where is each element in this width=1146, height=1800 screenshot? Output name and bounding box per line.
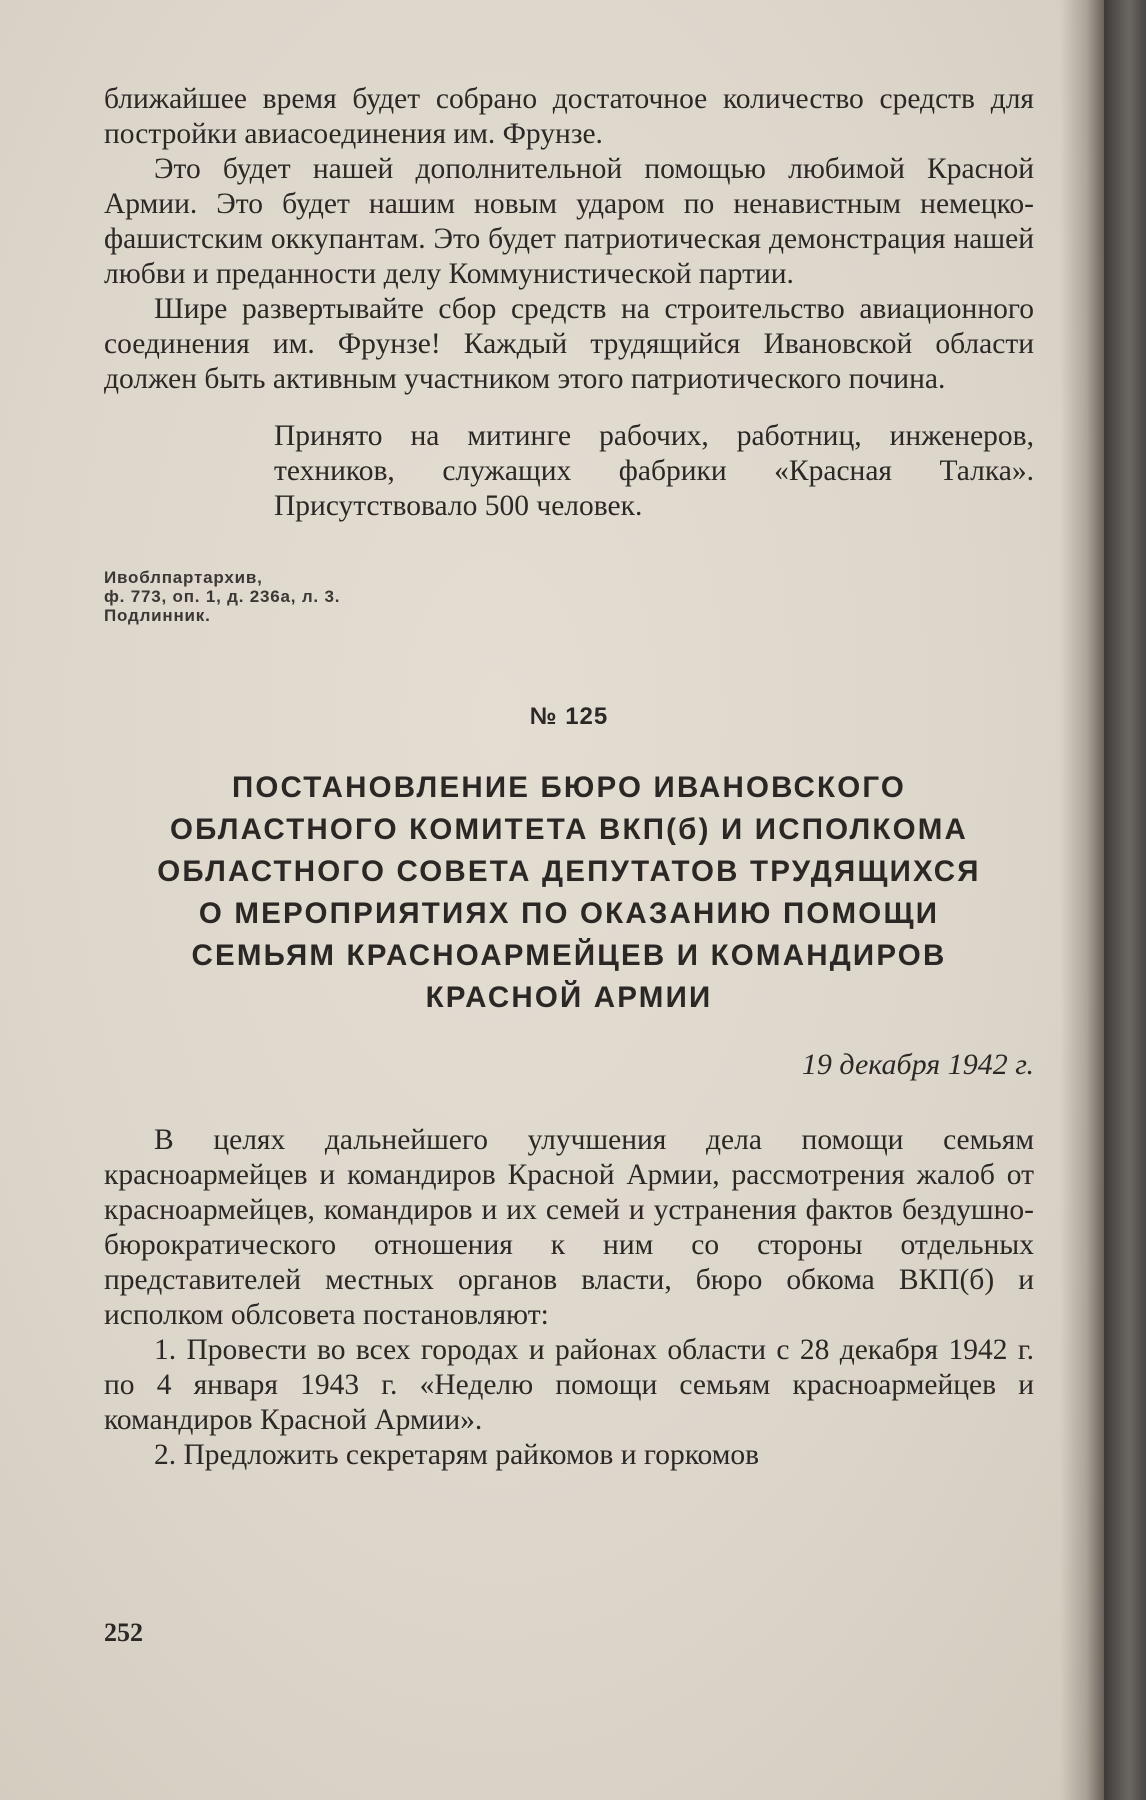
document-title xyxy=(104,767,1034,1019)
title-line: КРАСНОЙ АРМИИ xyxy=(425,981,713,1014)
title-line: О МЕРОПРИЯТИЯХ ПО ОКАЗАНИЮ ПОМОЩИ xyxy=(198,897,940,930)
archive-reference xyxy=(104,568,1034,625)
page-gutter-shadow xyxy=(1060,0,1104,1800)
body-paragraph-3: 2. Предложить секретарям райкомов и горкомов xyxy=(154,1439,760,1471)
book-spine-edge xyxy=(1104,0,1146,1800)
page-content xyxy=(104,82,1034,1473)
title-line: ОБЛАСТНОГО КОМИТЕТА ВКП(б) И ИСПОЛКОМА xyxy=(169,813,969,846)
title-line: СЕМЬЯМ КРАСНОАРМЕЙЦЕВ И КОМАНДИРОВ xyxy=(191,939,947,972)
body-paragraph-2: 1. Провести во всех городах и районах области с 28 декабря 1942 г. по 4 января 1943 г. «Неделю помощи семьям красноармейцев и командиров Красной Армии». xyxy=(104,1334,1034,1436)
page-number: 252 xyxy=(104,1618,143,1647)
archive-line: Ивоблпартархив, xyxy=(104,568,263,587)
document-body xyxy=(104,1123,1034,1473)
continuation-paragraph-2: Это будет нашей дополнительной помощью любимой Красной Армии. Это будет нашим новым ударом по ненавистным немецко-фашистским оккупантам. Это будет патриотическая демонстрация нашей любви и преданности делу Коммунистической партии. xyxy=(104,153,1034,290)
continuation-paragraph-3: Шире развертывайте сбор средств на строительство авиационного соединения им. Фрунзе! Каждый трудящийся Ивановской области должен быть активным участником этого патриотического почина. xyxy=(104,293,1034,395)
document-number: № 125 xyxy=(529,703,609,730)
meeting-note: Принято на митинге рабочих, работниц, инженеров, техников, служащих фабрики «Красная Талка». Присутствовало 500 человек. xyxy=(274,420,1034,522)
title-line: ПОСТАНОВЛЕНИЕ БЮРО ИВАНОВСКОГО xyxy=(231,771,907,804)
continuation-paragraph-1: ближайшее время будет собрано достаточное количество средств для постройки авиасоединения им. Фрунзе. xyxy=(104,83,1034,150)
body-paragraph-1: В целях дальнейшего улучшения дела помощи семьям красноармейцев и командиров Красной Армии, рассмотрения жалоб от красноармейцев, командиров и их семей и устранения фактов бездушно-бюрократического отношения к ним со стороны отдельных представителей местных органов власти, бюро обкома ВКП(б) и исполком облсовета постановляют: xyxy=(104,1124,1034,1331)
document-date: 19 декабря 1942 г. xyxy=(801,1048,1034,1081)
title-line: ОБЛАСТНОГО СОВЕТА ДЕПУТАТОВ ТРУДЯЩИХСЯ xyxy=(157,855,981,888)
archive-line: ф. 773, оп. 1, д. 236а, л. 3. xyxy=(104,587,341,606)
archive-line: Подлинник. xyxy=(104,606,211,625)
